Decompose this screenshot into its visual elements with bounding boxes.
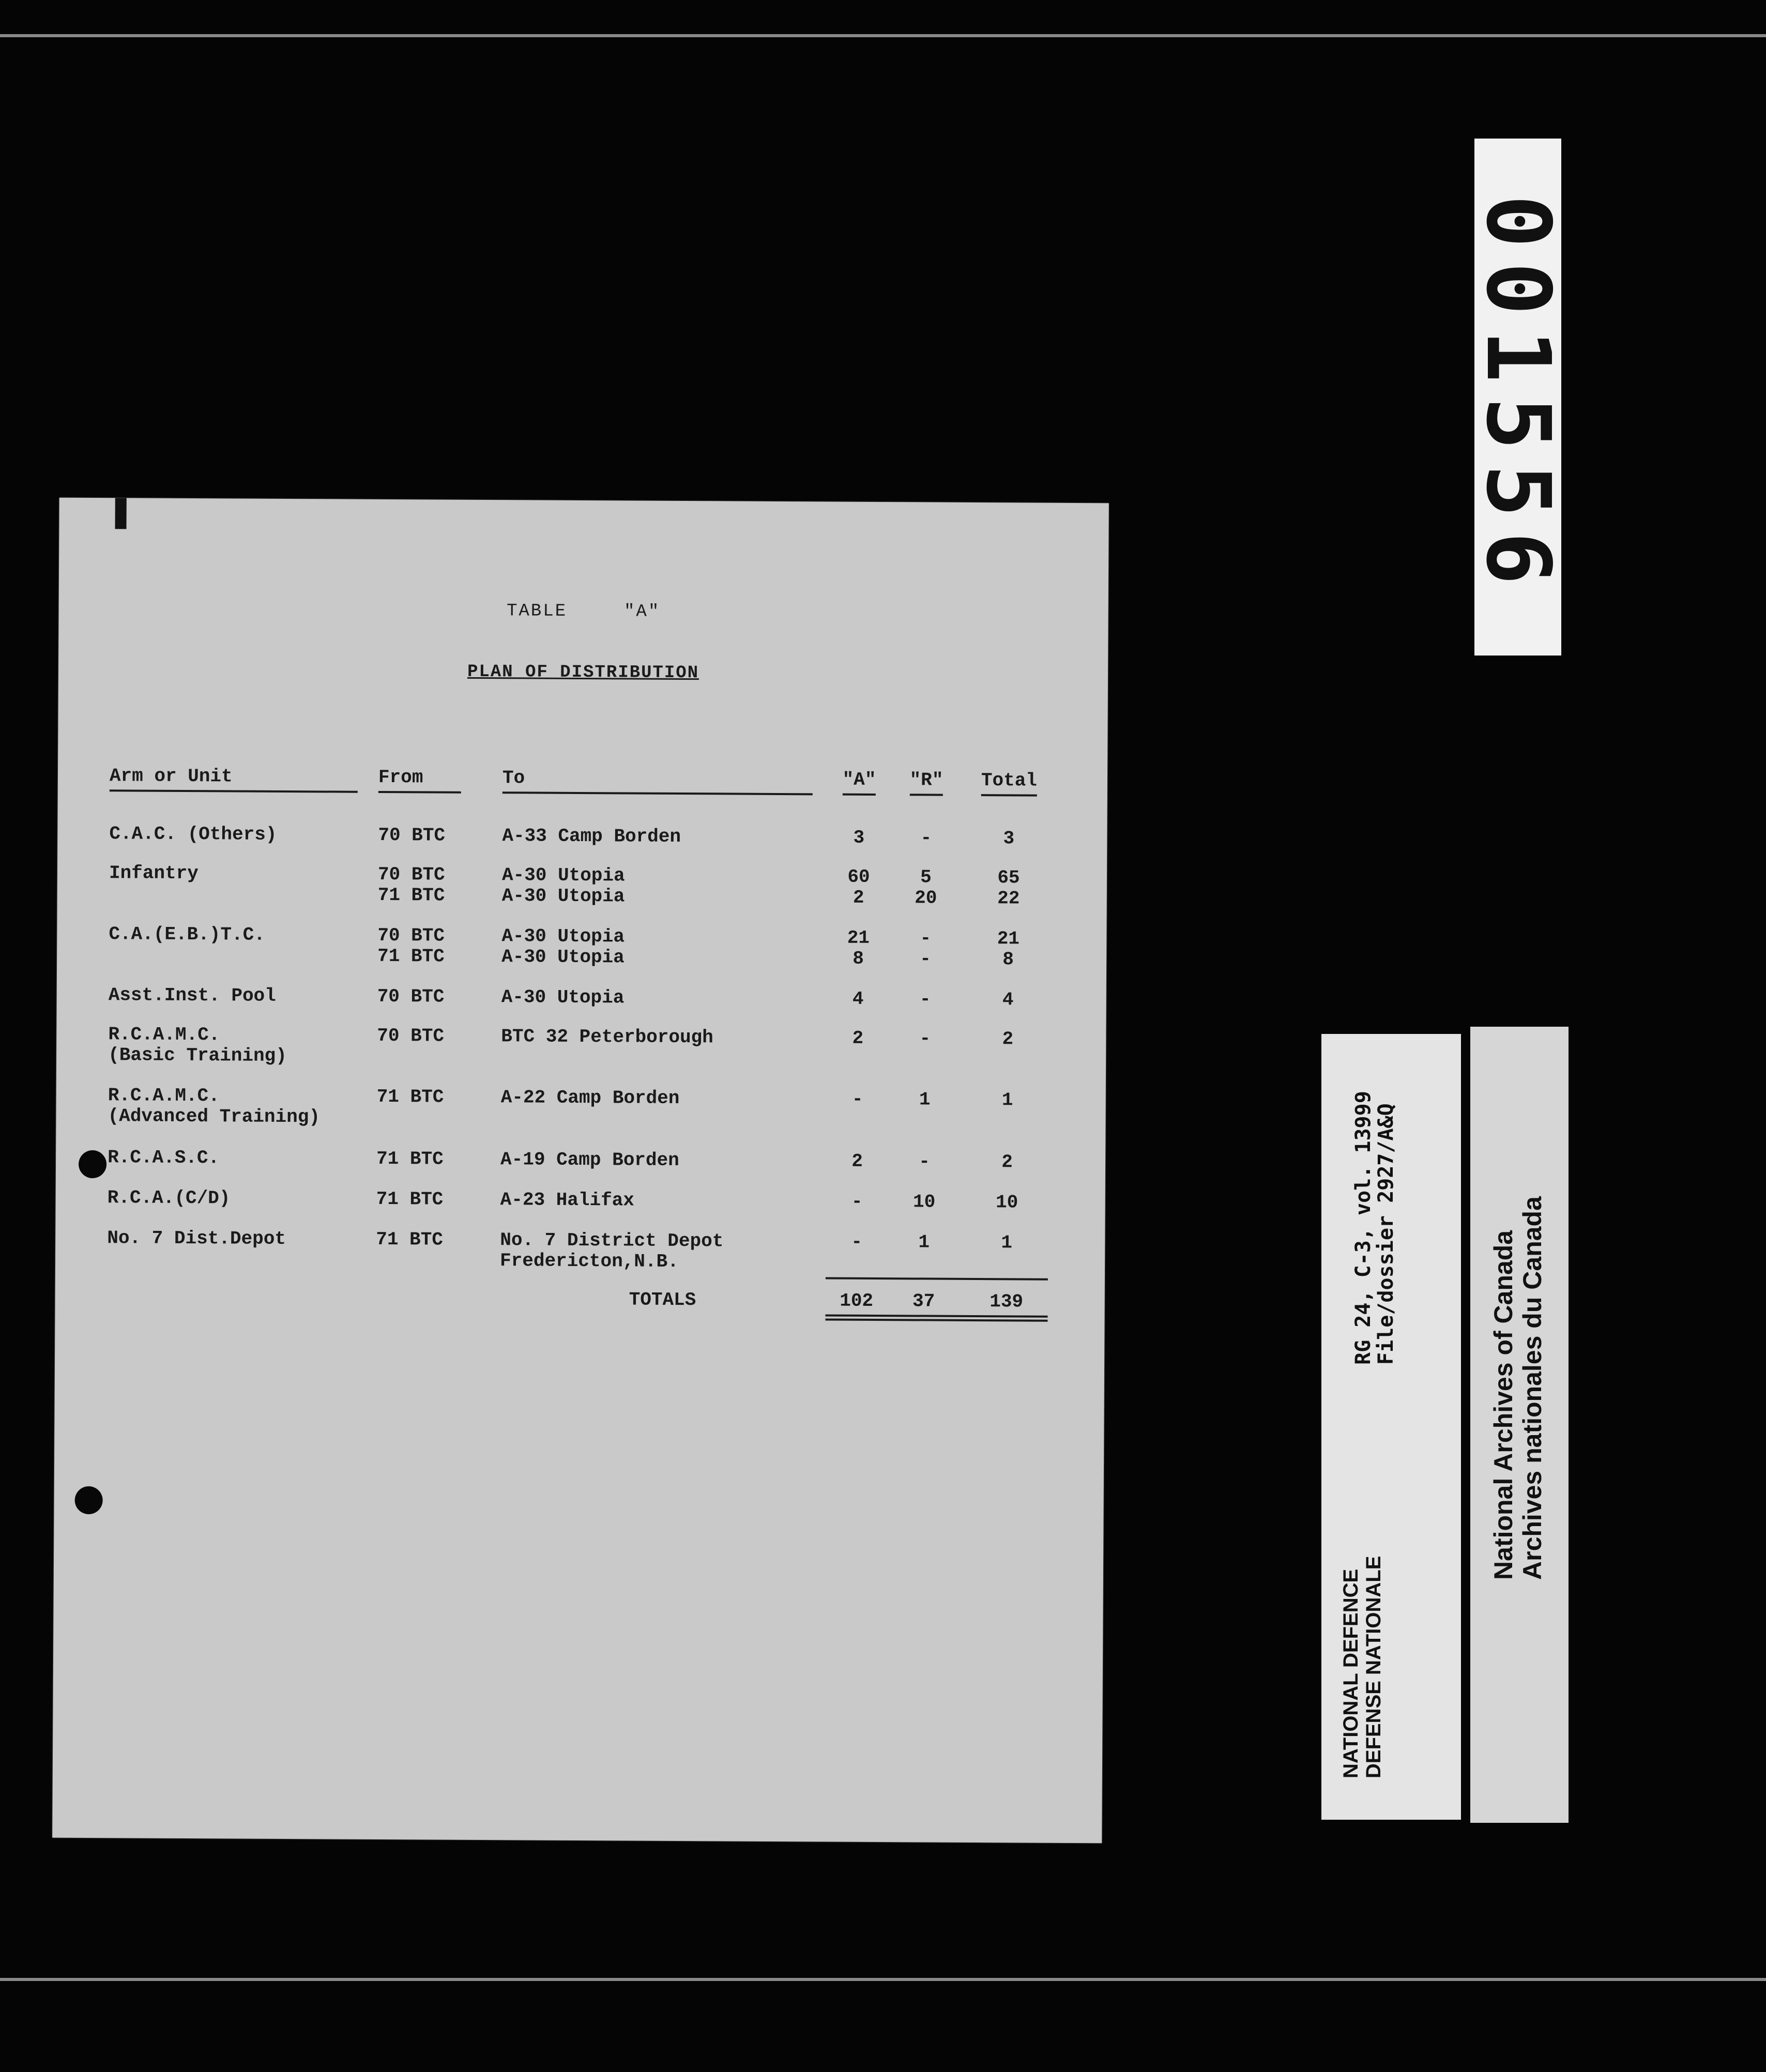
cell-from: 71 BTC xyxy=(376,1148,444,1170)
header-to xyxy=(503,768,813,795)
cell-total: 22 xyxy=(997,888,1020,909)
cell-to: A-22 Camp Borden xyxy=(500,1087,680,1109)
totals-rule-double-2 xyxy=(825,1318,1047,1321)
cell-unit: R.C.A.M.C. xyxy=(108,1024,220,1046)
cell-to: BTC 32 Peterborough xyxy=(501,1026,713,1048)
table-row xyxy=(56,1187,1105,1214)
cell-r: 1 xyxy=(919,1089,931,1110)
cell-a: - xyxy=(851,1191,863,1212)
header-a-text: "A" xyxy=(842,770,876,796)
header-unit-text: Arm or Unit xyxy=(110,766,358,793)
cell-unit: (Advanced Training) xyxy=(108,1105,321,1128)
cell-unit: C.A.(E.B.)T.C. xyxy=(109,923,265,946)
cell-a: 60 xyxy=(847,866,870,888)
table-row xyxy=(57,824,1107,850)
cell-r: - xyxy=(919,1151,931,1172)
cell-from: 71 BTC xyxy=(376,1188,444,1210)
table-row xyxy=(57,985,1106,1011)
header-r xyxy=(885,770,968,796)
ink-mark xyxy=(115,498,126,529)
header-from-text: From xyxy=(378,767,461,794)
reference-line-2: File/dossier 2927/A&Q xyxy=(1374,1103,1398,1365)
department-line-1: NATIONAL DEFENCE xyxy=(1339,1568,1362,1778)
cell-r: 5 xyxy=(920,866,932,888)
department-line-2: DEFENSE NATIONALE xyxy=(1362,1556,1385,1778)
cell-total: 2 xyxy=(1001,1151,1013,1173)
cell-total: 2 xyxy=(1002,1028,1014,1050)
cell-r: 20 xyxy=(915,887,937,909)
cell-r: - xyxy=(920,948,932,970)
totals-rule-double-1 xyxy=(826,1314,1048,1317)
cell-a: 2 xyxy=(851,1150,863,1172)
punch-hole-bottom xyxy=(75,1486,103,1514)
cell-r: - xyxy=(920,927,932,949)
cell-a: 2 xyxy=(852,887,864,908)
total-r: 37 xyxy=(912,1290,935,1312)
cell-from: 71 BTC xyxy=(376,1228,444,1251)
totals-rule-top xyxy=(826,1277,1048,1280)
cell-total: 8 xyxy=(1002,949,1014,970)
cell-from: 71 BTC xyxy=(377,945,445,967)
total-total: 139 xyxy=(989,1291,1024,1313)
table-header-row xyxy=(58,766,1107,792)
cell-to: A-30 Utopia xyxy=(501,885,625,907)
cell-r: 10 xyxy=(912,1191,936,1213)
document-subtitle xyxy=(58,660,1108,685)
cell-total: 3 xyxy=(1003,828,1015,849)
cell-from: 71 BTC xyxy=(376,1086,444,1108)
cell-to: A-30 Utopia xyxy=(501,946,625,968)
film-edge-bottom xyxy=(0,1978,1766,1981)
subtitle-text: PLAN OF DISTRIBUTION xyxy=(467,662,699,683)
cell-unit: (Basic Training) xyxy=(108,1044,287,1067)
cell-a: - xyxy=(851,1231,863,1253)
cell-from: 70 BTC xyxy=(377,924,445,947)
cell-total: 1 xyxy=(1001,1089,1013,1111)
cell-total: 65 xyxy=(997,867,1020,889)
header-total-text: Total xyxy=(981,770,1037,797)
cell-a: - xyxy=(851,1088,863,1110)
cell-total: 10 xyxy=(995,1192,1018,1213)
cell-r: - xyxy=(919,988,931,1010)
cell-unit: R.C.A.S.C. xyxy=(108,1147,220,1169)
cell-to: A-33 Camp Borden xyxy=(502,825,681,848)
cell-from: 71 BTC xyxy=(377,884,445,906)
table-label: TABLE xyxy=(506,601,568,621)
cell-to: A-30 Utopia xyxy=(501,925,625,948)
cell-r: 1 xyxy=(918,1231,930,1253)
archives-label xyxy=(1470,1027,1569,1823)
cell-unit: No. 7 Dist.Depot xyxy=(107,1227,286,1250)
cell-unit: R.C.A.(C/D) xyxy=(107,1187,231,1209)
totals-row xyxy=(55,1287,1105,1313)
archives-name-en: National Archives of Canada xyxy=(1489,1230,1518,1580)
reel-number: 001556 xyxy=(1467,194,1569,600)
cell-a: 4 xyxy=(852,988,864,1010)
cell-to: A-23 Halifax xyxy=(500,1189,635,1211)
header-unit xyxy=(110,766,358,793)
cell-a: 21 xyxy=(847,927,870,949)
header-r-text: "R" xyxy=(909,770,943,796)
header-to-text: To xyxy=(503,768,813,795)
cell-total: 21 xyxy=(997,928,1020,950)
cell-total: 1 xyxy=(1001,1232,1013,1254)
table-row xyxy=(56,1147,1105,1174)
cell-unit: C.A.C. (Others) xyxy=(109,823,277,845)
totals-label: TOTALS xyxy=(629,1289,696,1311)
total-a: 102 xyxy=(840,1290,874,1312)
header-total xyxy=(957,770,1061,797)
cell-unit: Infantry xyxy=(109,862,199,885)
cell-r: - xyxy=(920,827,932,849)
film-edge-top xyxy=(0,34,1766,37)
document-sheet xyxy=(52,498,1109,1844)
cell-total: 4 xyxy=(1002,989,1014,1011)
archives-name-fr: Archives nationales du Canada xyxy=(1518,1196,1547,1580)
reference-label xyxy=(1321,1034,1461,1820)
cell-from: 70 BTC xyxy=(377,1025,445,1047)
cell-to: A-30 Utopia xyxy=(501,864,625,887)
cell-a: 3 xyxy=(853,827,865,848)
cell-to: A-19 Camp Borden xyxy=(500,1149,679,1171)
cell-r: - xyxy=(919,1028,931,1049)
cell-unit: Asst.Inst. Pool xyxy=(108,984,276,1007)
reference-line-1: RG 24, C-3, vol. 13999 xyxy=(1351,1091,1375,1365)
cell-from: 70 BTC xyxy=(378,824,446,846)
reel-number-tag xyxy=(1467,139,1569,656)
cell-from: 70 BTC xyxy=(377,985,445,1008)
cell-to: Fredericton,N.B. xyxy=(499,1250,679,1272)
header-from xyxy=(378,767,461,794)
cell-to: A-30 Utopia xyxy=(501,986,625,1009)
cell-unit: R.C.A.M.C. xyxy=(108,1085,220,1107)
cell-a: 2 xyxy=(852,1027,864,1049)
cell-a: 8 xyxy=(852,948,864,969)
cell-from: 70 BTC xyxy=(377,863,445,886)
cell-to: No. 7 District Depot xyxy=(500,1229,724,1252)
table-title xyxy=(59,599,1108,624)
table-id: "A" xyxy=(623,602,661,622)
